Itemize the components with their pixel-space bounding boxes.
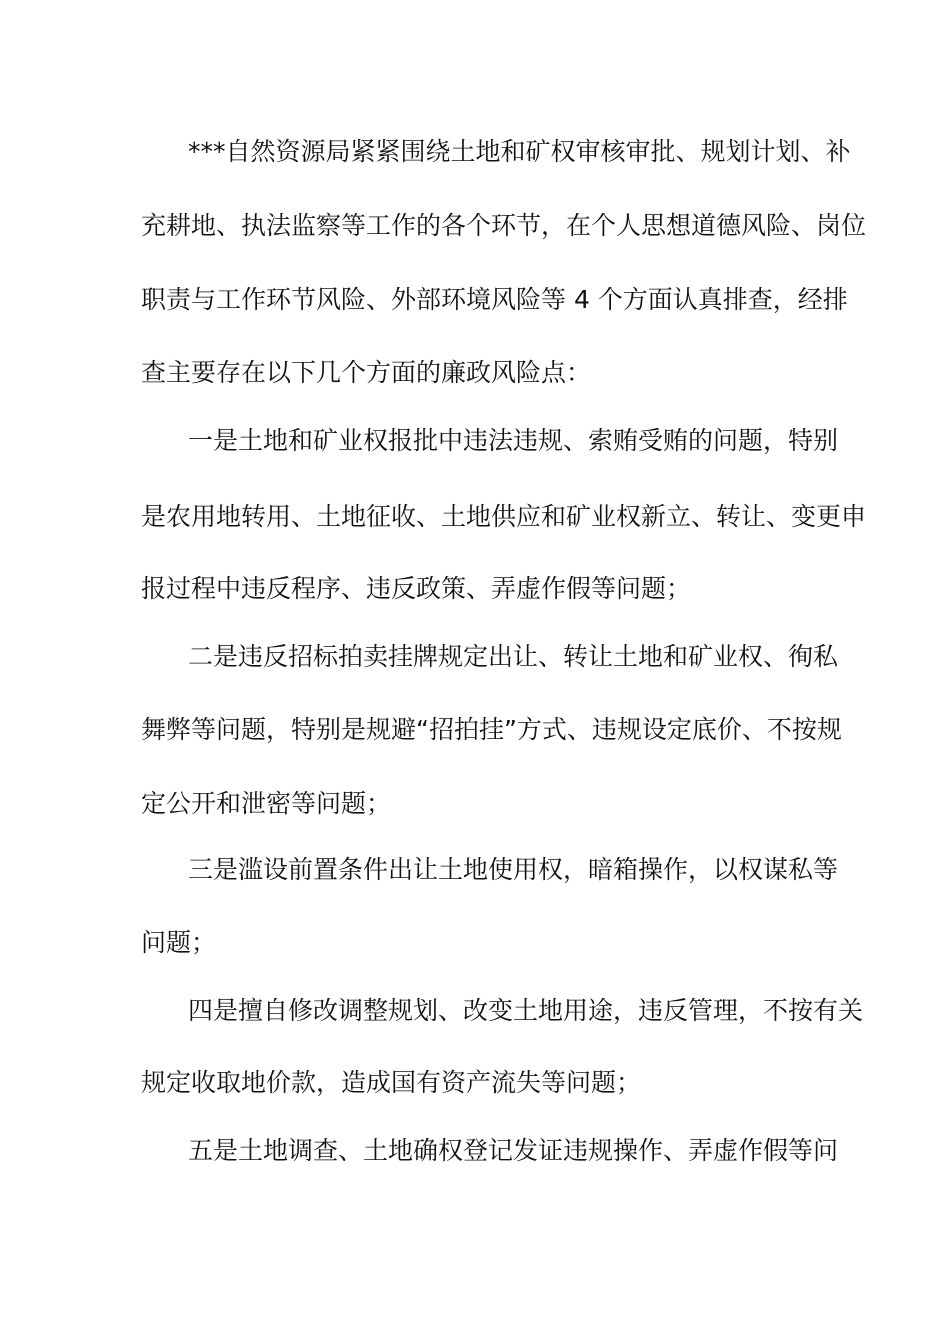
text-line: 报过程中违反程序、违反政策、弄虚作假等问题； bbox=[141, 574, 692, 603]
text-line: 四是擅自修改调整规划、改变土地用途，违反管理，不按有关 bbox=[188, 996, 864, 1025]
text-line: 三是滥设前置条件出让土地使用权，暗箱操作，以权谋私等 bbox=[188, 855, 839, 884]
text-line: 定公开和泄密等问题； bbox=[141, 789, 392, 818]
text-line: 五是土地调查、土地确权登记发证违规操作、弄虚作假等问 bbox=[188, 1136, 839, 1165]
text-line: 充耕地、执法监察等工作的各个环节，在个人思想道德风险、岗位 bbox=[141, 211, 867, 240]
text-line: 是农用地转用、土地征收、土地供应和矿业权新立、转让、变更申 bbox=[141, 502, 867, 531]
text-line: 舞弊等问题，特别是规避“招拍挂”方式、违规设定底价、不按规 bbox=[141, 715, 842, 744]
text-line: 问题； bbox=[141, 928, 217, 957]
text-line: 规定收取地价款，造成国有资产流失等问题； bbox=[141, 1068, 642, 1097]
text-line: 一是土地和矿业权报批中违法违规、索贿受贿的问题，特别 bbox=[188, 426, 839, 455]
text-line: 查主要存在以下几个方面的廉政风险点： bbox=[141, 358, 592, 387]
text-line: 二是违反招标拍卖挂牌规定出让、转让土地和矿业权、徇私 bbox=[188, 642, 839, 671]
text-line: ***自然资源局紧紧围绕土地和矿权审核审批、规划计划、补 bbox=[188, 137, 851, 166]
text-line: 职责与工作环节风险、外部环境风险等 4 个方面认真排查，经排 bbox=[141, 285, 848, 314]
